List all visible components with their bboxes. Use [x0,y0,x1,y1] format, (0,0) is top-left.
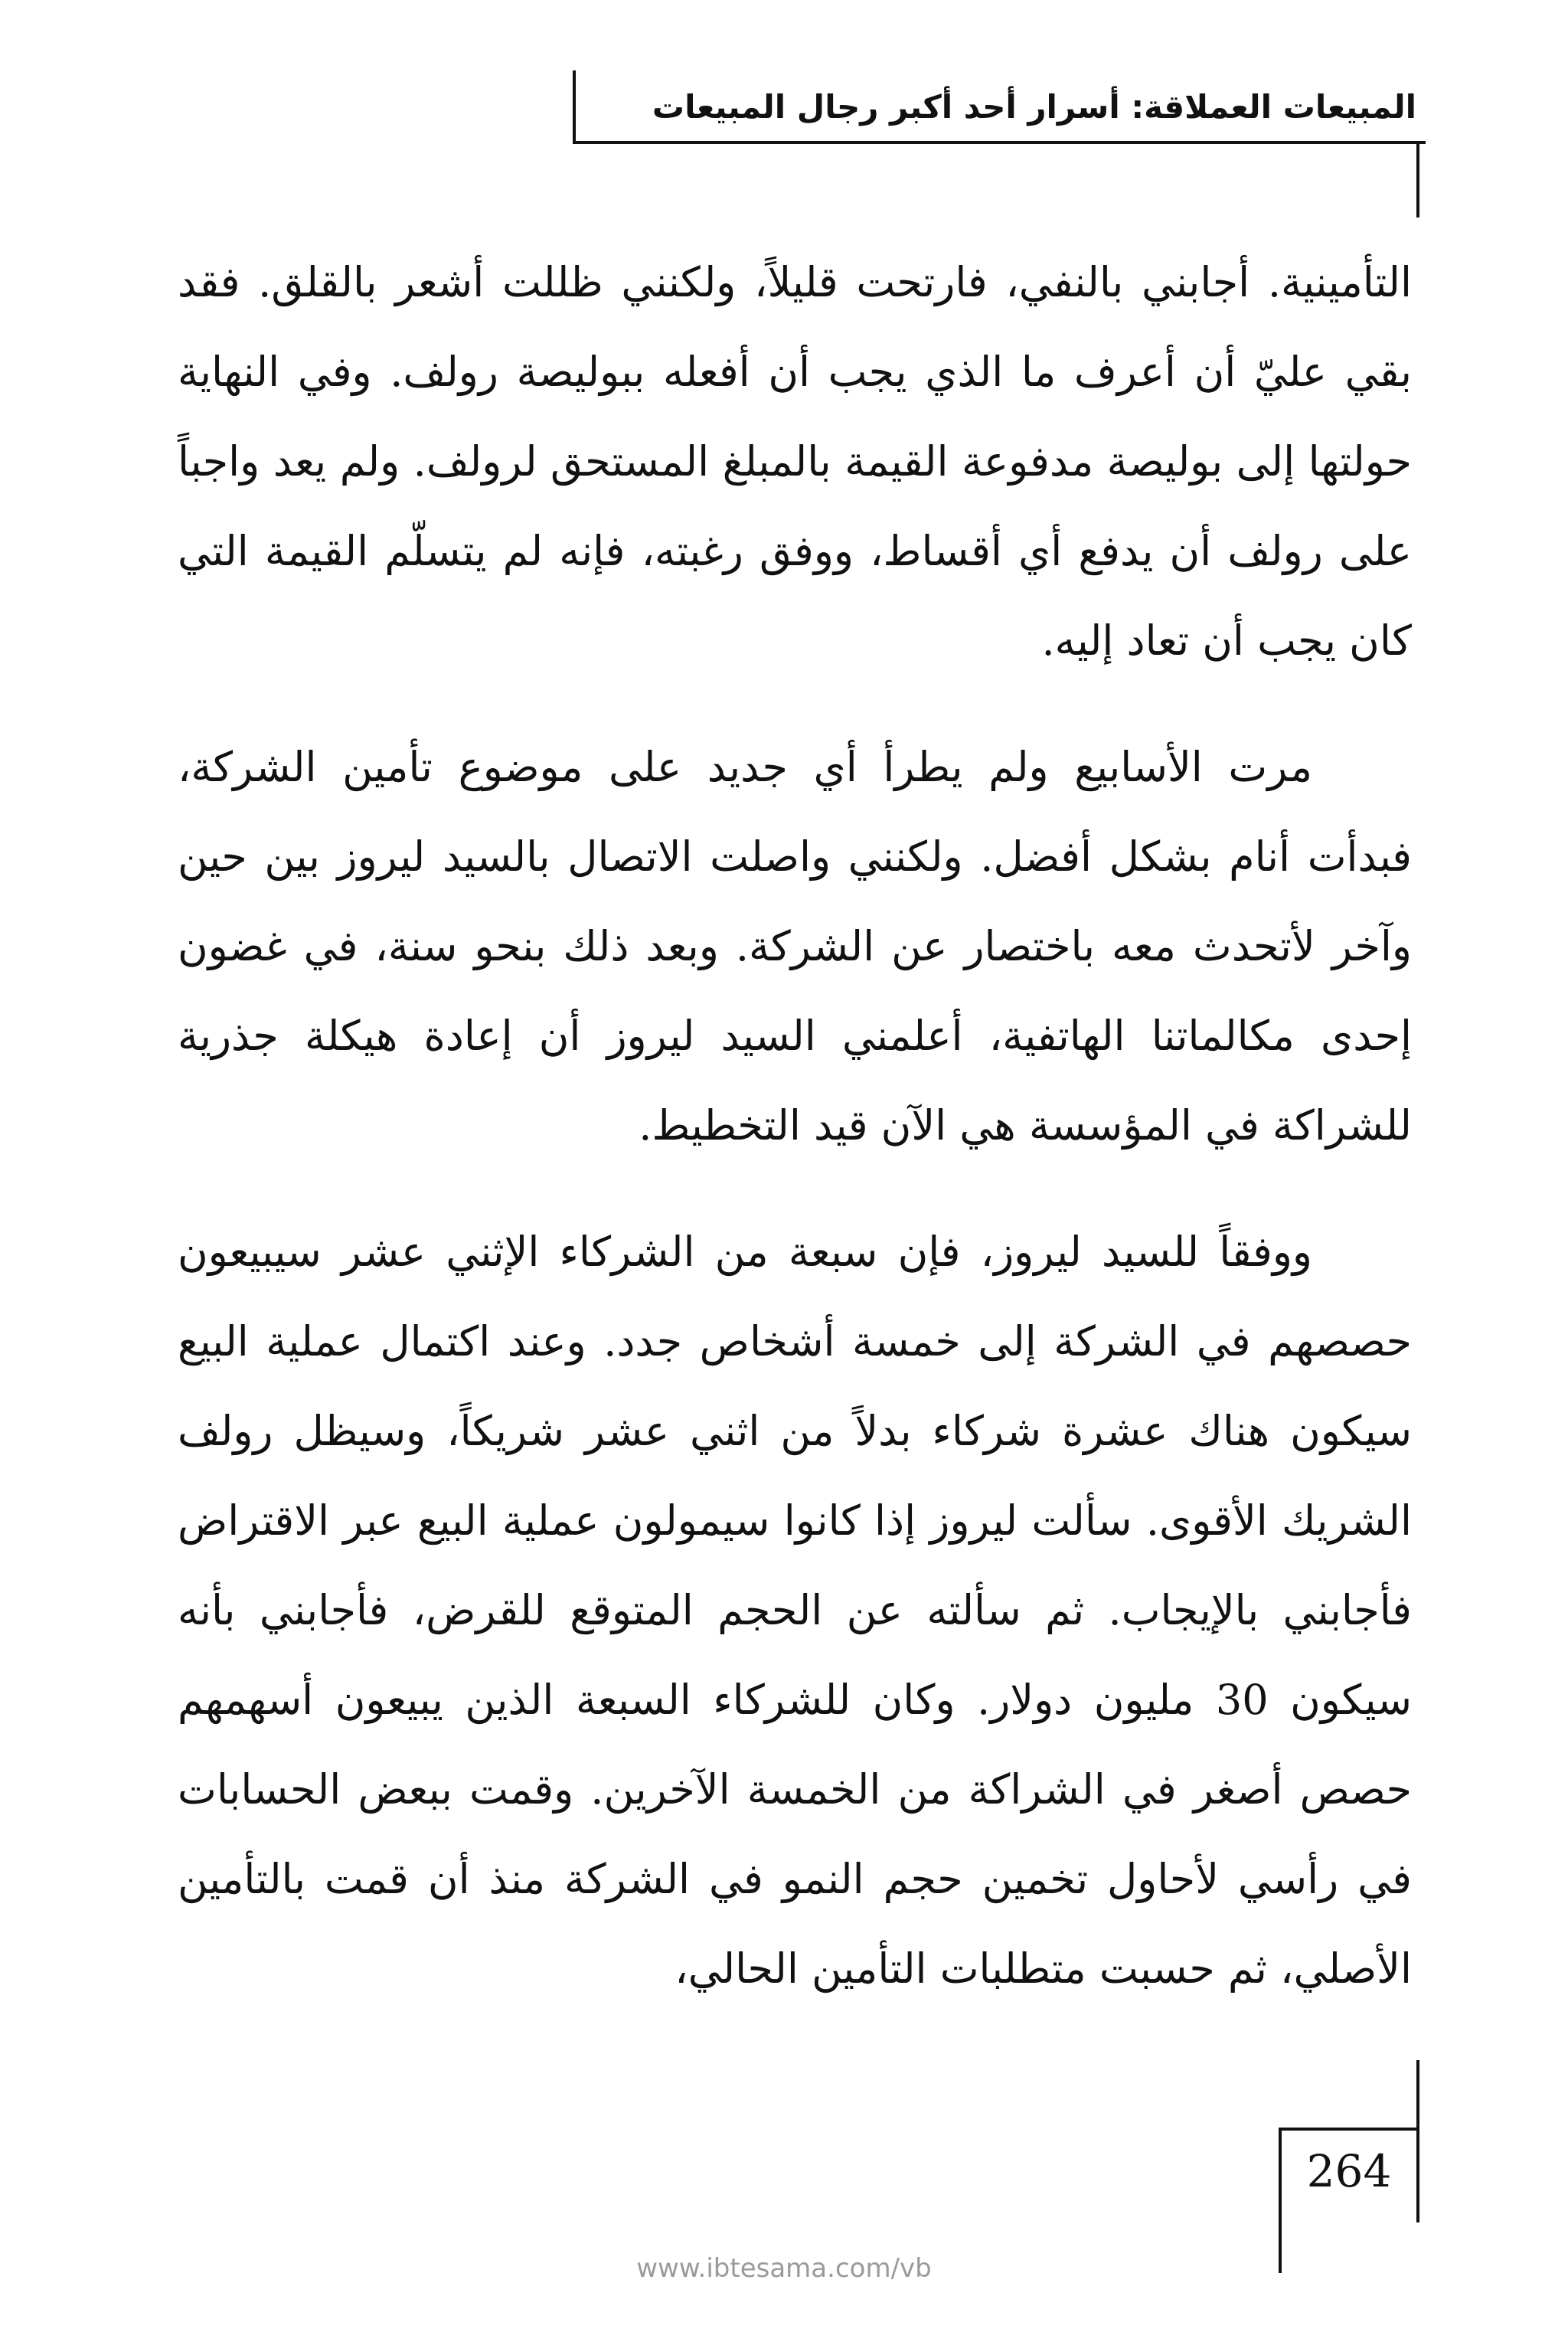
folio-rule-left [1279,2128,1282,2273]
paragraph-1: التأمينية. أجابني بالنفي، فارتحت قليلاً، ولكنني ظللت أشعر بالقلق. فقد بقي عليّ أن أعرف ما الذي يجب أن أفعله ببوليصة رولف. وفي النهاية حولتها إلى بوليصة مدفوعة القيمة بالمبلغ المستحق لرولف. ولم يعد واجباً على رولف أن يدفع أي أقساط، ووفق رغبته، فإنه لم يتسلّم القيمة التي كان يجب أن تعاد إليه. [178,258,1412,665]
folio-rule-right [1416,2060,1419,2131]
page-number: 264 [1306,2145,1392,2197]
watermark-url: www.ibtesama.com/vb [636,2253,932,2284]
running-header-title: المبيعات العملاقة: أسرار أحد أكبر رجال المبيعات [652,88,1416,126]
running-header-rule [1416,141,1419,218]
paragraph-2: مرت الأسابيع ولم يطرأ أي جديد على موضوع تأمين الشركة، فبدأت أنام بشكل أفضل. ولكنني واصلت الاتصال بالسيد ليروز بين حين وآخر لأتحدث معه باختصار عن الشركة. وبعد ذلك بنحو سنة، في غضون إحدى مكالماتنا الهاتفية، أعلمني السيد ليروز أن إعادة هيكلة جذرية للشراكة في المؤسسة هي الآن قيد التخطيط. [178,743,1412,1150]
paragraph-3: ووفقاً للسيد ليروز، فإن سبعة من الشركاء الإثني عشر سيبيعون حصصهم في الشركة إلى خمسة أشخاص جدد. وعند اكتمال عملية البيع سيكون هناك عشرة شركاء بدلاً من اثني عشر شريكاً، وسيظل رولف الشريك الأقوى. سألت ليروز إذا كانوا سيمولون عملية البيع عبر الاقتراض فأجابني بالإيجاب. ثم سألته عن الحجم المتوقع للقرض، فأجابني بأنه سيكون 30 مليون دولار. وكان للشركاء السبعة الذين يبيعون أسهمهم حصص أصغر في الشراكة من الخمسة الآخرين. وقمت ببعض الحسابات في رأسي لأحاول تخمين حجم النمو في الشركة منذ أن قمت بالتأمين الأصلي، ثم حسبت متطلبات التأمين الحالي، [178,1228,1412,1993]
page-body [178,237,1412,2050]
